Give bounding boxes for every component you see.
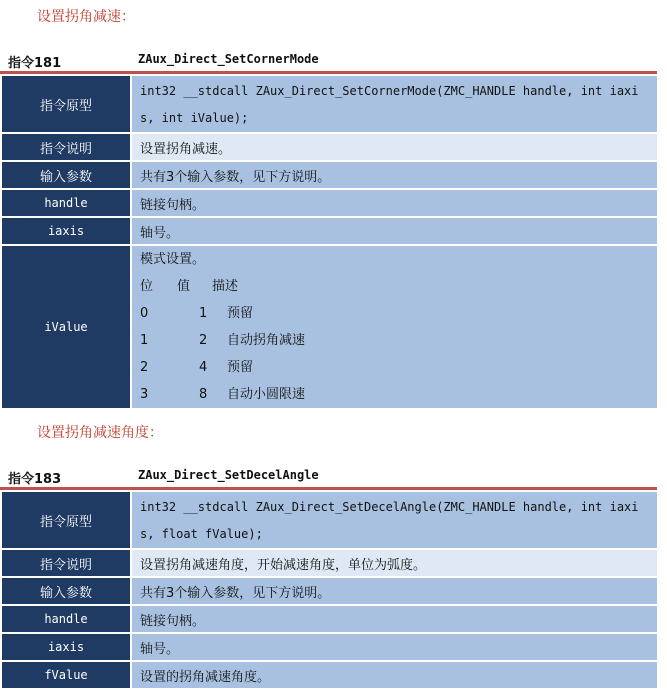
command-table (2, 492, 657, 690)
table-row (2, 246, 657, 410)
prototype-text: int32 __stdcall ZAux_Direct_SetDecelAngle(ZMC_HANDLE handle, int iaxis, float fValue); (140, 500, 639, 541)
command-header (0, 52, 657, 70)
row-key: 指令原型 (2, 492, 132, 550)
param-name: handle (2, 190, 132, 218)
ivalue-desc (132, 246, 657, 410)
command-header (0, 468, 657, 486)
mode-row: 2 4 预留 (140, 360, 254, 375)
command-number: 指令181 (8, 56, 62, 71)
mode-header: 位 值 描述 (140, 279, 239, 294)
table-row (2, 634, 657, 662)
command-table (2, 76, 657, 410)
command-name: ZAux_Direct_SetCornerMode (138, 52, 319, 66)
table-row (2, 578, 657, 606)
param-desc: 设置的拐角减速角度。 (132, 662, 657, 690)
row-key: 指令说明 (2, 134, 132, 162)
table-row (2, 662, 657, 690)
param-name: iaxis (2, 218, 132, 246)
table-row (2, 190, 657, 218)
table-row (2, 492, 657, 550)
header-divider (0, 71, 657, 74)
row-value: 共有3个输入参数，见下方说明。 (132, 578, 657, 606)
row-key: 输入参数 (2, 162, 132, 190)
mode-lead: 模式设置。 (140, 252, 206, 267)
row-key: 指令原型 (2, 76, 132, 134)
table-row (2, 162, 657, 190)
table-row (2, 606, 657, 634)
row-value: 共有3个输入参数，见下方说明。 (132, 162, 657, 190)
mode-row: 3 8 自动小圆限速 (140, 387, 306, 402)
table-row (2, 134, 657, 162)
section-title: 设置拐角减速角度： (37, 425, 163, 441)
row-value: 设置拐角减速角度，开始减速角度，单位为弧度。 (132, 550, 657, 578)
mode-row: 1 2 自动拐角减速 (140, 333, 306, 348)
param-desc: 链接句柄。 (132, 606, 657, 634)
section-title: 设置拐角减速： (37, 9, 135, 25)
param-desc: 轴号。 (132, 218, 657, 246)
table-row (2, 550, 657, 578)
param-name: handle (2, 606, 132, 634)
param-name: fValue (2, 662, 132, 690)
param-desc: 轴号。 (132, 634, 657, 662)
param-name: iValue (2, 246, 132, 410)
table-row (2, 218, 657, 246)
prototype-text: int32 __stdcall ZAux_Direct_SetCornerMode(ZMC_HANDLE handle, int iaxis, int iValue); (140, 84, 639, 125)
command-name: ZAux_Direct_SetDecelAngle (138, 468, 319, 482)
row-key: 指令说明 (2, 550, 132, 578)
header-divider (0, 487, 657, 490)
param-desc: 链接句柄。 (132, 190, 657, 218)
mode-row: 0 1 预留 (140, 306, 254, 321)
row-key: 输入参数 (2, 578, 132, 606)
row-value: 设置拐角减速。 (132, 134, 657, 162)
param-name: iaxis (2, 634, 132, 662)
command-number: 指令183 (8, 472, 62, 487)
table-row (2, 76, 657, 134)
